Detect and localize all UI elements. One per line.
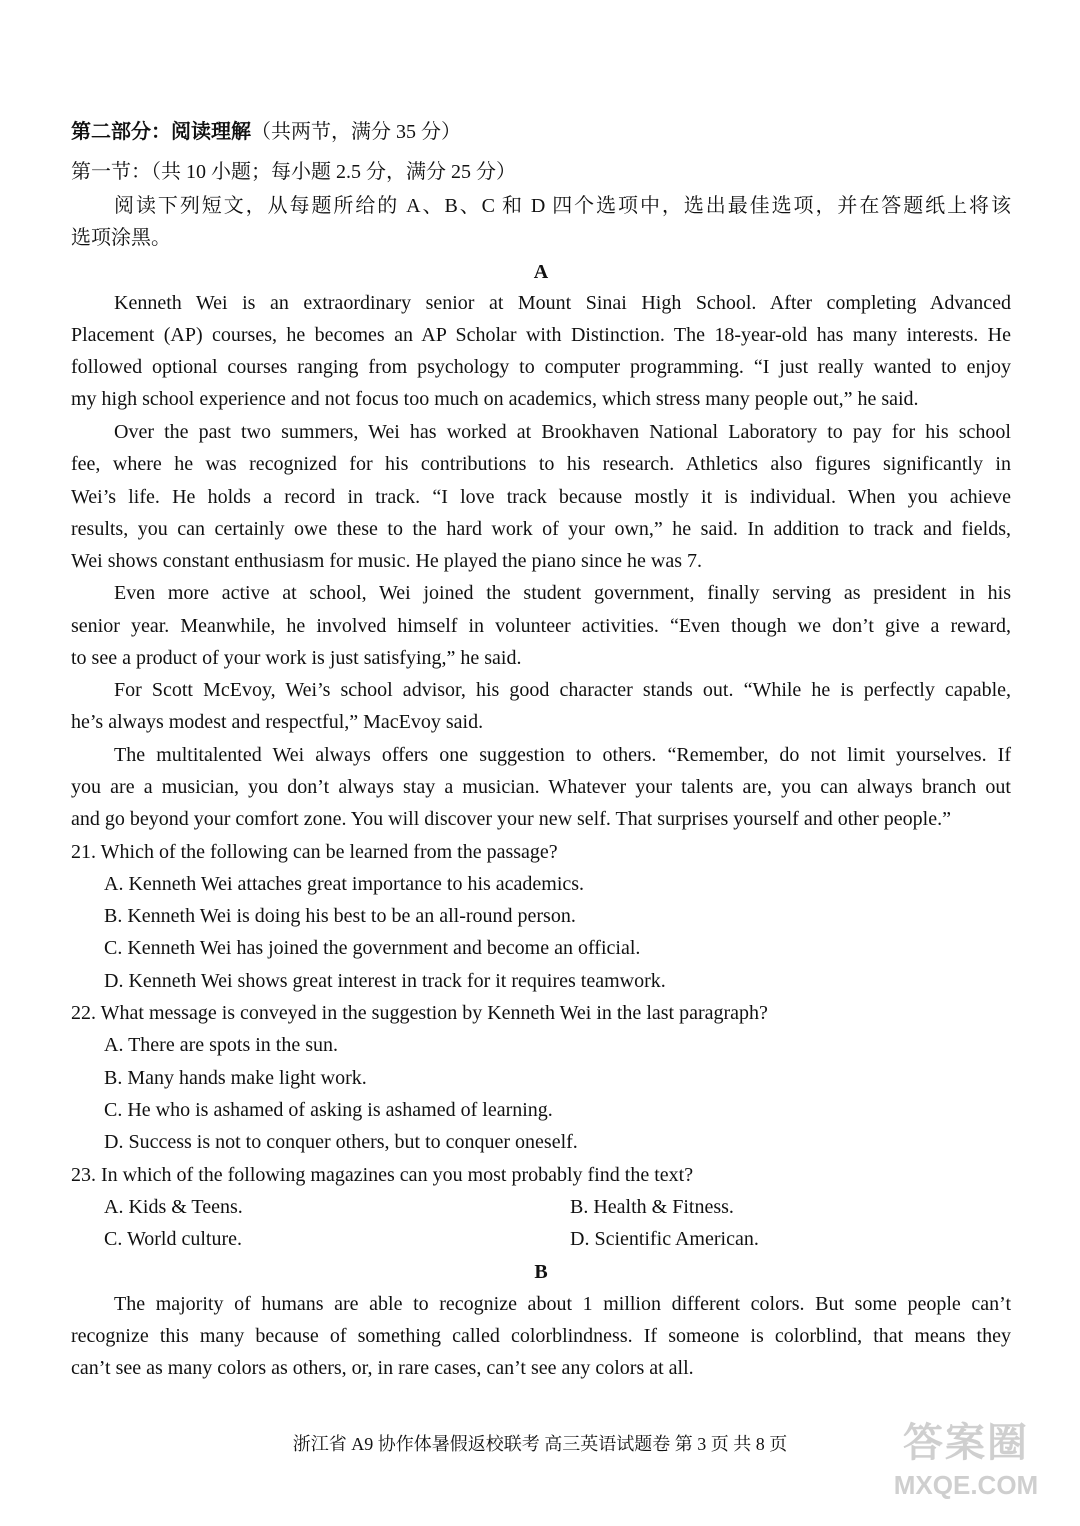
passage-a-line: Kenneth Wei is an extraordinary senior at Mount Sinai High School. After completing Advanced — [114, 292, 1011, 314]
watermark-bottom-text: MXQE.COM — [893, 1470, 1039, 1500]
page-footer: 浙江省 A9 协作体暑假返校联考 高三英语试题卷 第 3 页 共 8 页 — [292, 1434, 788, 1454]
passage-a-heading: A — [533, 261, 549, 283]
part-title-rest: （共两节，满分 35 分） — [251, 121, 461, 143]
question-22-stem: 22. What message is conveyed in the suggestion by Kenneth Wei in the last paragraph? — [71, 1002, 768, 1024]
question-22-option-b: B. Many hands make light work. — [104, 1067, 367, 1089]
question-23-option-a: A. Kids & Teens. — [104, 1196, 243, 1218]
passage-b-line: recognize this many because of something called colorblindness. If someone is colorblind, that means they — [71, 1325, 1011, 1347]
passage-a-line: and go beyond your comfort zone. You will discover your new self. That surprises yourself and other people.” — [71, 808, 951, 830]
question-21-option-c: C. Kenneth Wei has joined the government and become an official. — [104, 937, 641, 959]
passage-a-line: fee, where he was recognized for his contributions to his research. Athletics also figures significantly in — [71, 453, 1011, 475]
passage-a-line: Placement (AP) courses, he becomes an AP Scholar with Distinction. The 18-year-old has many interests. He — [71, 324, 1011, 346]
part-title — [71, 116, 1011, 148]
question-22-option-a: A. There are spots in the sun. — [104, 1034, 339, 1056]
watermark-top-text: 答案圈 — [903, 1421, 1029, 1465]
passage-a-line: For Scott McEvoy, Wei’s school advisor, his good character stands out. “While he is perfectly capable, — [114, 679, 1011, 701]
passage-a-line: results, you can certainly owe these to the hard work of your own,” he said. In addition to track and fields, — [71, 518, 1011, 540]
passage-a-line: to see a product of your work is just satisfying,” he said. — [71, 647, 522, 669]
instructions-line-1: 阅读下列短文，从每题所给的 A、B、C 和 D 四个选项中，选出最佳选项，并在答题纸上将该 — [114, 195, 1011, 217]
passage-a-line: Wei’s life. He holds a record in track. “I love track because mostly it is individual. When you achieve — [71, 486, 1011, 508]
question-23-option-d: D. Scientific American. — [570, 1228, 759, 1250]
passage-a-line: senior year. Meanwhile, he involved himself in volunteer activities. “Even though we don’t give a reward, — [71, 615, 1011, 637]
part-title-bold: 第二部分：阅读理解 — [71, 121, 251, 143]
passage-b-line: can’t see as many colors as others, or, in rare cases, can’t see any colors at all. — [71, 1357, 694, 1379]
question-22-option-d: D. Success is not to conquer others, but to conquer oneself. — [104, 1131, 578, 1153]
passage-a-line: Wei shows constant enthusiasm for music. He played the piano since he was 7. — [71, 550, 703, 572]
question-21-stem: 21. Which of the following can be learned from the passage? — [71, 841, 558, 863]
section-title: 第一节：（共 10 小题；每小题 2.5 分，满分 25 分） — [71, 161, 516, 183]
passage-a-line: you are a musician, you don’t always stay a musician. Whatever your talents are, you can always branch out — [71, 776, 1011, 798]
passage-b-line: The majority of humans are able to recognize about 1 million different colors. But some people can’t — [114, 1293, 1011, 1315]
passage-a-line: followed optional courses ranging from psychology to computer programming. “I just really wanted to enjoy — [71, 356, 1011, 378]
question-22-option-c: C. He who is ashamed of asking is ashamed of learning. — [104, 1099, 553, 1121]
question-23-option-b: B. Health & Fitness. — [570, 1196, 734, 1218]
passage-b-heading: B — [534, 1261, 548, 1283]
passage-a-line: he’s always modest and respectful,” MacEvoy said. — [71, 711, 484, 733]
passage-a-line: Over the past two summers, Wei has worked at Brookhaven National Laboratory to pay for his school — [114, 421, 1011, 443]
question-21-option-a: A. Kenneth Wei attaches great importance to his academics. — [104, 873, 585, 895]
question-21-option-b: B. Kenneth Wei is doing his best to be an all-round person. — [104, 905, 576, 927]
site-watermark-logo — [876, 1418, 1056, 1518]
instructions-line-2: 选项涂黑。 — [71, 227, 171, 249]
question-21-option-d: D. Kenneth Wei shows great interest in track for it requires teamwork. — [104, 970, 666, 992]
question-23-option-c: C. World culture. — [104, 1228, 242, 1250]
question-23-stem: 23. In which of the following magazines can you most probably find the text? — [71, 1164, 694, 1186]
passage-a-line: The multitalented Wei always offers one suggestion to others. “Remember, do not limit yourselves. If — [114, 744, 1011, 766]
passage-a-line: Even more active at school, Wei joined the student government, finally serving as president in his — [114, 582, 1011, 604]
passage-a-line: my high school experience and not focus too much on academics, which stress many people out,” he said. — [71, 388, 919, 410]
